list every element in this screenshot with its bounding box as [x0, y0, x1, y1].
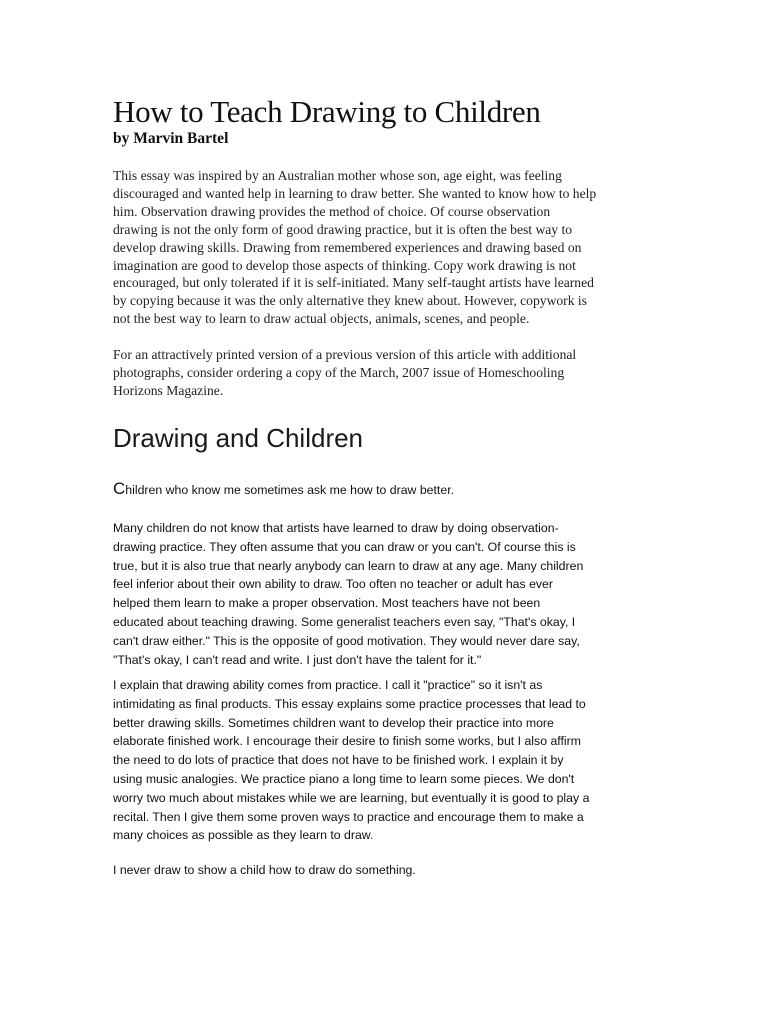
text-line: him. Observation drawing provides the method of choice. Of course observation: [113, 203, 551, 219]
text-line: drawing is not the only form of good drawing practice, but it is often the best way to: [113, 221, 573, 237]
lead-text: hildren who know me sometimes ask me how to draw better.: [125, 483, 455, 497]
text-line: I explain that drawing ability comes from practice. I call it "practice" so it isn't as: [113, 678, 543, 692]
text-line: using music analogies. We practice piano a long time to learn some pieces. We don't: [113, 771, 575, 786]
text-line: not the best way to learn to draw actual objects, animals, scenes, and people.: [113, 311, 530, 327]
lead-sentence: [113, 480, 454, 500]
text-line: For an attractively printed version of a previous version of this article with additional: [113, 347, 577, 362]
text-line: discouraged and wanted help in learning to draw better. She wanted to know how to help: [113, 185, 597, 201]
text-line: educated about teaching drawing. Some generalist teachers even say, "That's okay, I: [113, 614, 576, 629]
text-line: elaborate finished work. I encourage their desire to finish some works, but I also affirm: [113, 734, 581, 749]
text-line: worry two much about mistakes while we are learning, but eventually it is good to play a: [113, 790, 590, 805]
text-line: Horizons Magazine.: [113, 382, 224, 398]
text-line: feel inferior about their own ability to draw. Too often no teacher or adult has ever: [113, 577, 553, 592]
text-line: the need to do lots of practice that does not have to be finished work. I explain it by: [113, 753, 564, 768]
body-paragraph-2: [113, 676, 589, 845]
text-line: by copying because it was the only alternative they knew about. However, copywork is: [113, 293, 587, 309]
text-line: develop drawing skills. Drawing from remembered experiences and drawing based on: [113, 239, 582, 255]
text-line: helped them learn to make a proper observation. Most teachers have not been: [113, 596, 541, 611]
text-line: true, but it is also true that nearly anybody can learn to draw at any age. Many children: [113, 558, 584, 573]
text-line: Many children do not know that artists have learned to draw by doing observation-: [113, 521, 559, 535]
text-line: intimidating as final products. This essay explains some practice processes that lead to: [113, 696, 586, 711]
intro-paragraph-2: [113, 346, 576, 400]
section-heading: Drawing and Children: [113, 423, 364, 453]
text-line: "That's okay, I can't read and write. I just don't have the talent for it.": [113, 652, 482, 667]
intro-paragraph-1: [113, 167, 596, 328]
text-line: drawing practice. They often assume that you can draw or you can't. Of course this is: [113, 539, 576, 554]
body-paragraph-1: [113, 519, 583, 669]
body-paragraph-3: I never draw to show a child how to draw do something.: [113, 863, 416, 877]
text-line: imagination are good to develop those aspects of thinking. Copy work drawing is not: [113, 257, 576, 273]
text-line: photographs, consider ordering a copy of the March, 2007 issue of Homeschooling: [113, 364, 565, 380]
text-line: encouraged, but only tolerated if it is self-initiated. Many self-taught artists have learned: [113, 275, 594, 291]
text-line: better drawing skills. Sometimes children want to develop their practice into more: [113, 715, 554, 730]
drop-cap: C: [113, 479, 126, 498]
text-line: can't draw either." This is the opposite of good motivation. They would never dare say,: [113, 633, 580, 648]
text-line: This essay was inspired by an Australian mother whose son, age eight, was feeling: [113, 168, 562, 183]
text-line: many choices as possible as they learn to draw.: [113, 828, 374, 843]
text-line: recital. Then I give them some proven ways to practice and encourage them to make a: [113, 809, 584, 824]
article-byline: by Marvin Bartel: [113, 130, 229, 147]
article-title: How to Teach Drawing to Children: [113, 94, 541, 129]
